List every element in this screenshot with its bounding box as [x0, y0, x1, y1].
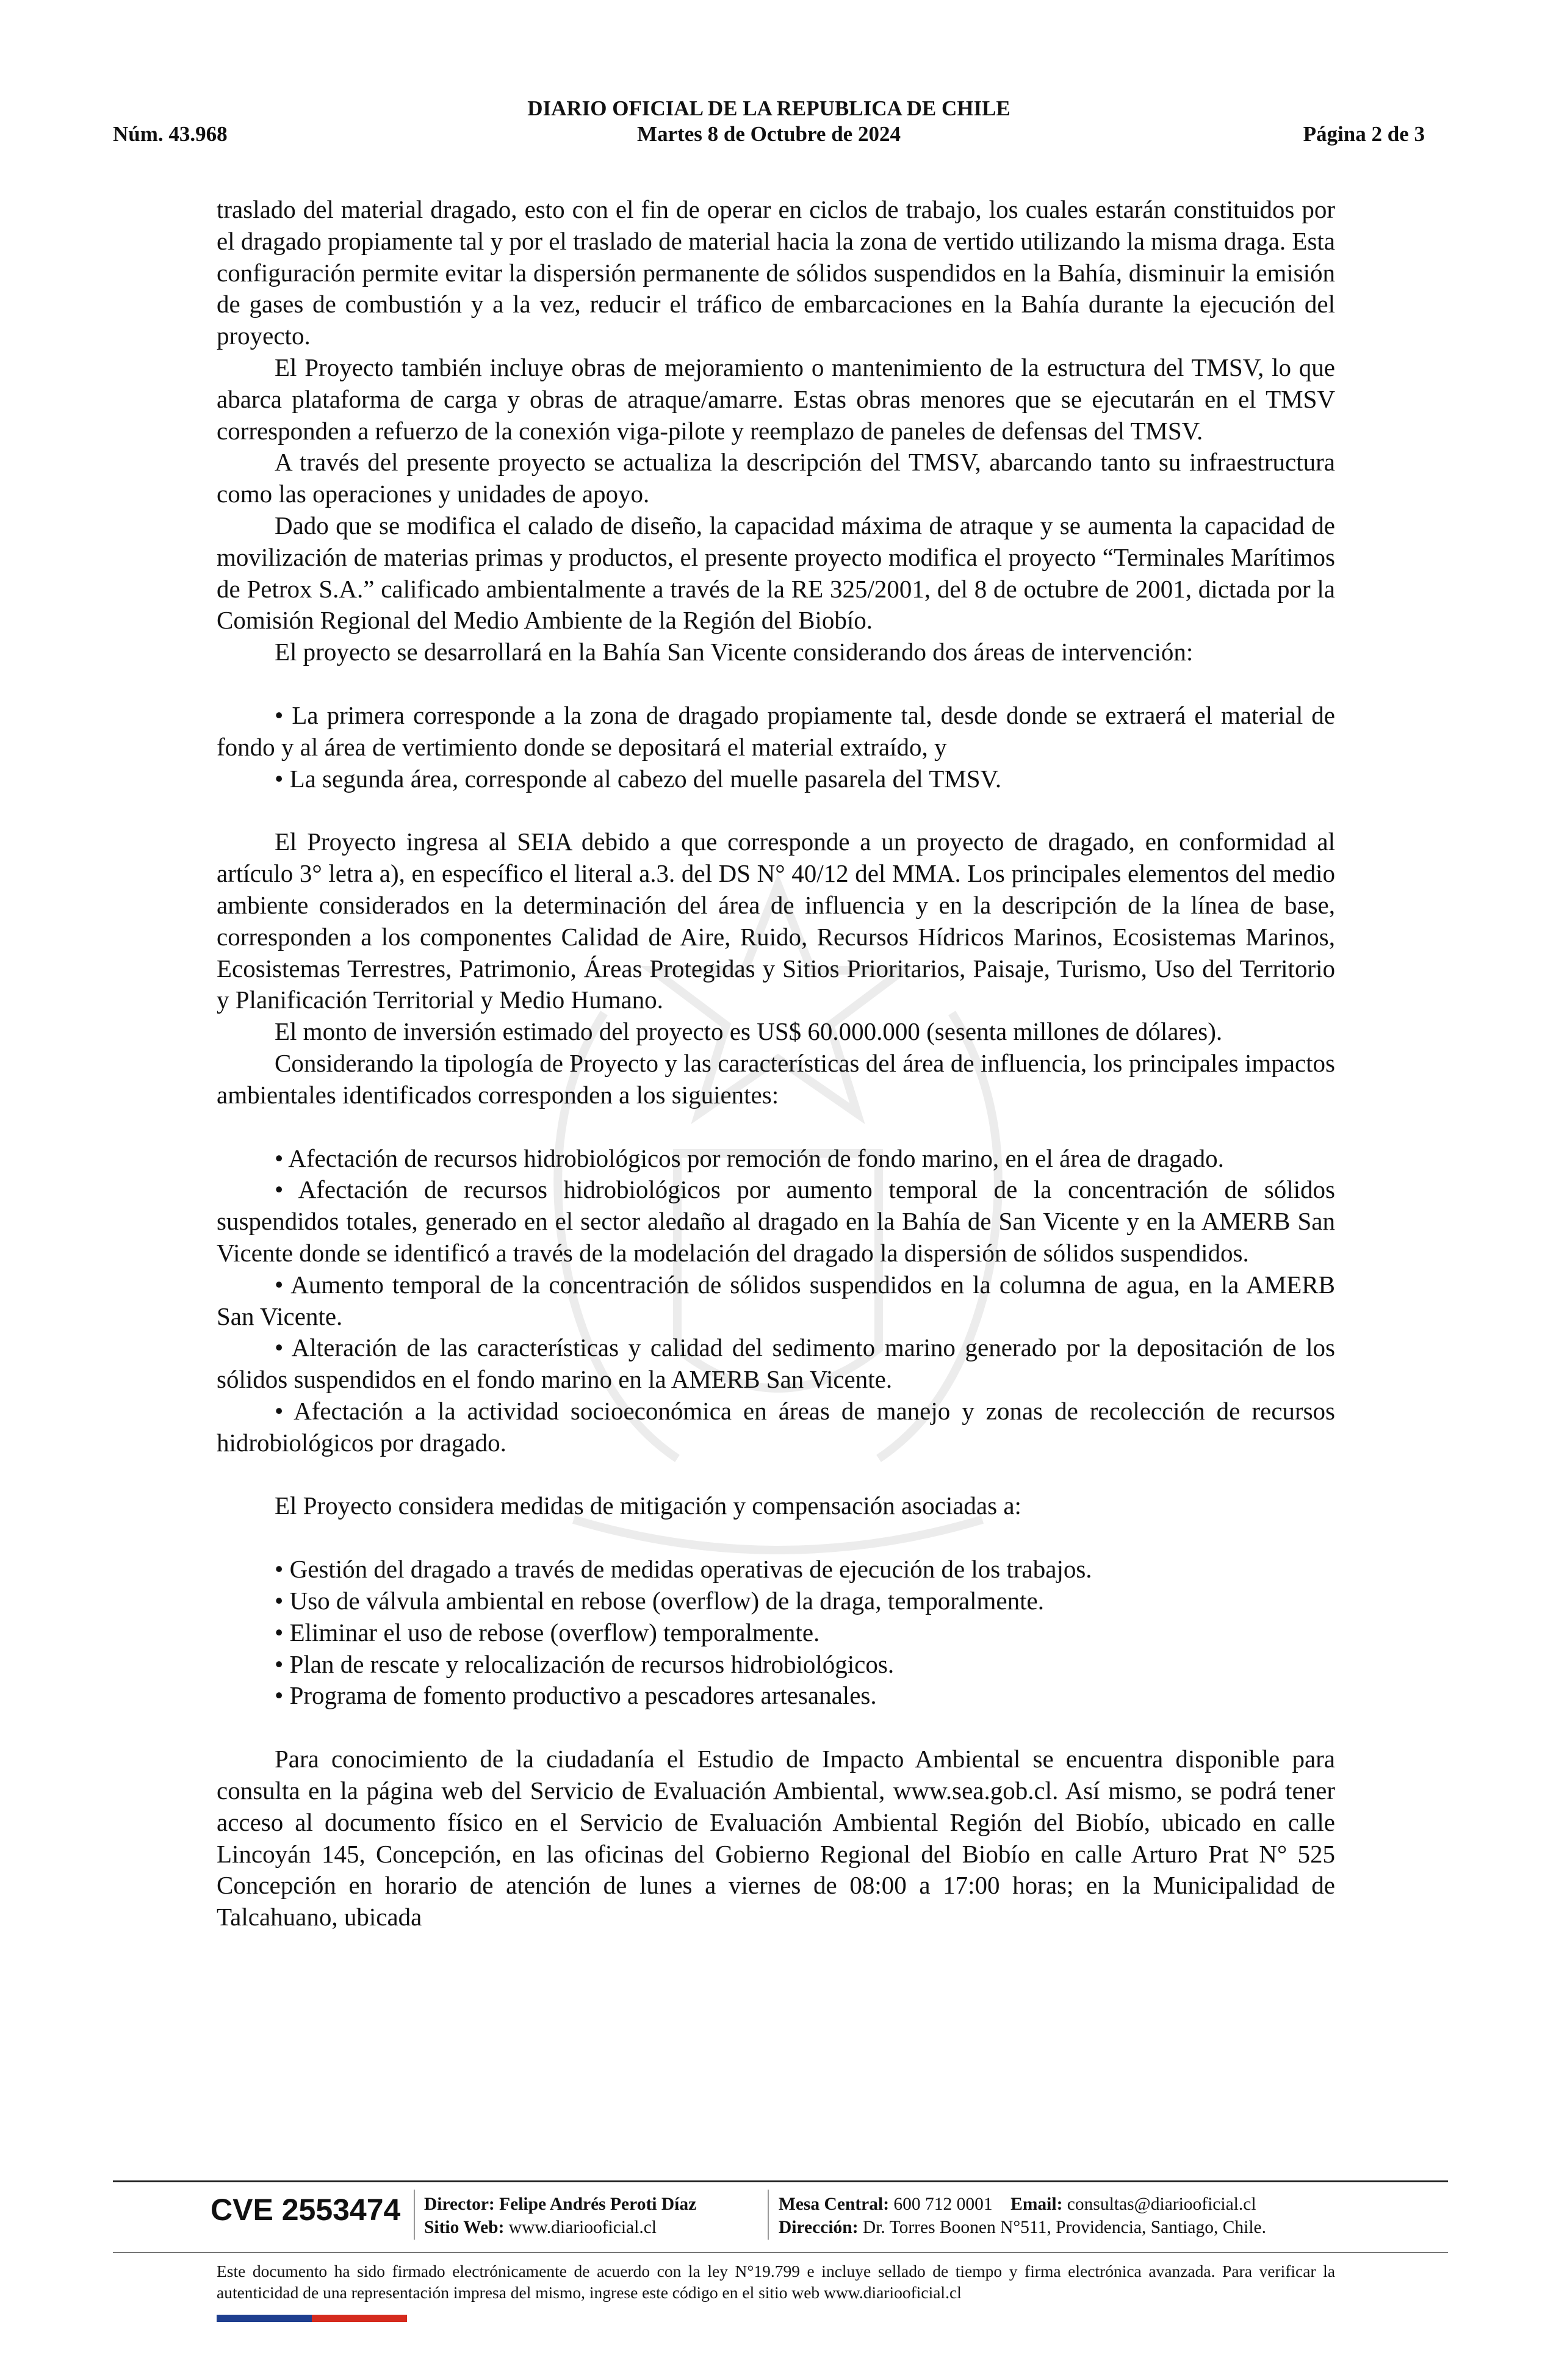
- newspaper-title: DIARIO OFICIAL DE LA REPUBLICA DE CHILE: [527, 96, 1010, 120]
- paragraph-2: El Proyecto también incluye obras de mejoramiento o mantenimiento de la estructura del TMSV, lo que abarca plataforma de carga y obras de atraque/amarre. Estas obras menores que se ejecutarán en el TMSV corresponden a refuerzo de la conexión viga-pilote y reemplazo de paneles de defensas del TMSV.: [217, 353, 1335, 445]
- paragraph-5: El proyecto se desarrollará en la Bahía San Vicente considerando dos áreas de intervención:: [275, 638, 1194, 666]
- paragraph-9: El Proyecto considera medidas de mitigación y compensación asociadas a:: [275, 1491, 1021, 1520]
- disclaimer: Este documento ha sido firmado electrónicamente de acuerdo con la ley N°19.799 e incluye sellado de tiempo y firma electrónica avanzada. Para verificar la autenticidad de una representación impresa del mismo, ingrese este código en el sitio web www.diariooficial.cl: [217, 2262, 1335, 2302]
- footer-director-info: Director: Felipe Andrés Peroti Díaz Sitio Web: www.diariooficial.cl: [424, 2194, 697, 2237]
- paragraph-6: El Proyecto ingresa al SEIA debido a que corresponde a un proyecto de dragado, en conformidad al artículo 3° letra a), en específico el literal a.3. del DS N° 40/12 del MMA. Los principales elementos del medio ambiente considerados en la determinación del área de influencia y en la descripción de la línea de base, corresponden a los componentes Calidad de Aire, Ruido, Recursos Hídricos Marinos, Ecosistemas Marinos, Ecosistemas Terrestres, Patrimonio, Áreas Protegidas y Sitios Prioritarios, Paisaje, Turismo, Uso del Territorio y Planificación Territorial y Medio Humano.: [217, 828, 1335, 1014]
- list-item: • La segunda área, corresponde al cabezo del muelle pasarela del TMSV.: [275, 764, 1002, 793]
- list-item: • Plan de rescate y relocalización de recursos hidrobiológicos.: [275, 1650, 895, 1678]
- document-body: [217, 194, 1335, 1933]
- page-indicator: Página 2 de 3: [1303, 122, 1425, 146]
- page-header: [113, 96, 1425, 145]
- list-item: • La primera corresponde a la zona de dragado propiamente tal, desde donde se extraerá el material de fondo y al área de vertimiento donde se depositará el material extraído, y: [217, 701, 1335, 761]
- cve-code: CVE 2553474: [211, 2193, 401, 2227]
- flag-red-band: [312, 2315, 407, 2322]
- list-item: • Eliminar el uso de rebose (overflow) temporalmente.: [275, 1618, 820, 1646]
- paragraph-1: traslado del material dragado, esto con el fin de operar en ciclos de trabajo, los cuales estarán constituidos por el dragado propiamente tal y por el traslado de material hacia la zona de vertido utilizando la misma draga. Esta configuración permite evitar la dispersión permanente de sólidos suspendidos en la Bahía, disminuir la emisión de gases de combustión y a la vez, reducir el tráfico de embarcaciones en la Bahía durante la ejecución del proyecto.: [217, 195, 1335, 350]
- footer-divider: [414, 2190, 415, 2240]
- phone-number: 600 712 0001: [893, 2194, 993, 2214]
- flag-stripe: [217, 2315, 407, 2322]
- list-item: • Aumento temporal de la concentración de sólidos suspendidos en la columna de agua, en la AMERB San Vicente.: [217, 1270, 1335, 1330]
- paragraph-8: Considerando la tipología de Proyecto y las características del área de influencia, los principales impactos ambientales identificados corresponden a los siguientes:: [217, 1048, 1335, 1109]
- list-item: • Afectación a la actividad socioeconómica en áreas de manejo y zonas de recolección de recursos hidrobiológicos por dragado.: [217, 1396, 1335, 1457]
- director-name: Felipe Andrés Peroti Díaz: [499, 2194, 697, 2214]
- flag-blue-band: [217, 2315, 312, 2322]
- footer-bottom-rule: [113, 2252, 1448, 2253]
- list-item: • Alteración de las características y calidad del sedimento marino generado por la depositación de los sólidos suspendidos en el fondo marino en la AMERB San Vicente.: [217, 1333, 1335, 1394]
- list-item: • Afectación de recursos hidrobiológicos por remoción de fondo marino, en el área de dragado.: [275, 1144, 1224, 1172]
- list-item: • Afectación de recursos hidrobiológicos por aumento temporal de la concentración de sólidos suspendidos totales, generado en el sector aledaño al dragado en la Bahía de San Vicente y en la AMERB San Vicente donde se identificó a través de la modelación del dragado la dispersión de sólidos suspendidos.: [217, 1175, 1335, 1267]
- footer-divider: [768, 2190, 769, 2240]
- issue-number: Núm. 43.968: [113, 122, 228, 146]
- address: Dr. Torres Boonen N°511, Providencia, Santiago, Chile.: [862, 2218, 1267, 2237]
- paragraph-10: Para conocimiento de la ciudadanía el Estudio de Impacto Ambiental se encuentra disponible para consulta en la página web del Servicio de Evaluación Ambiental, www.sea.gob.cl. Así mismo, se podrá tener acceso al documento físico en el Servicio de Evaluación Ambiental Región del Biobío, ubicado en calle Lincoyán 145, Concepción, en las oficinas del Gobierno Regional del Biobío en calle Arturo Prat N° 525 Concepción en horario de atención de lunes a viernes de 08:00 a 17:00 horas; en la Municipalidad de Talcahuano, ubicada: [217, 1745, 1335, 1931]
- list-item: • Programa de fomento productivo a pescadores artesanales.: [275, 1681, 877, 1710]
- paragraph-3: A través del presente proyecto se actualiza la descripción del TMSV, abarcando tanto su infraestructura como las operaciones y unidades de apoyo.: [217, 448, 1335, 508]
- website-link[interactable]: www.diariooficial.cl: [508, 2218, 657, 2237]
- footer-top-rule: [113, 2180, 1448, 2182]
- list-item: • Uso de válvula ambiental en rebose (overflow) de la draga, temporalmente.: [275, 1587, 1044, 1615]
- paragraph-4: Dado que se modifica el calado de diseño, la capacidad máxima de atraque y se aumenta la capacidad de movilización de materias primas y productos, el presente proyecto modifica el proyecto “Terminales Marítimos de Petrox S.A.” calificado ambientalmente a través de la RE 325/2001, del 8 de octubre de 2001, dictada por la Comisión Regional del Medio Ambiente de la Región del Biobío.: [217, 511, 1335, 635]
- paragraph-7: El monto de inversión estimado del proyecto es US$ 60.000.000 (sesenta millones de dólares).: [275, 1017, 1223, 1046]
- list-item: • Gestión del dragado a través de medidas operativas de ejecución de los trabajos.: [275, 1555, 1092, 1584]
- footer-contact-info: Mesa Central: 600 712 0001 Email: consultas@diariooficial.cl Dirección: Dr. Torres Boonen N°511, Providencia, Santiago, Chile.: [779, 2194, 1267, 2237]
- issue-date: Martes 8 de Octubre de 2024: [637, 122, 901, 146]
- email-link[interactable]: consultas@diariooficial.cl: [1067, 2194, 1256, 2214]
